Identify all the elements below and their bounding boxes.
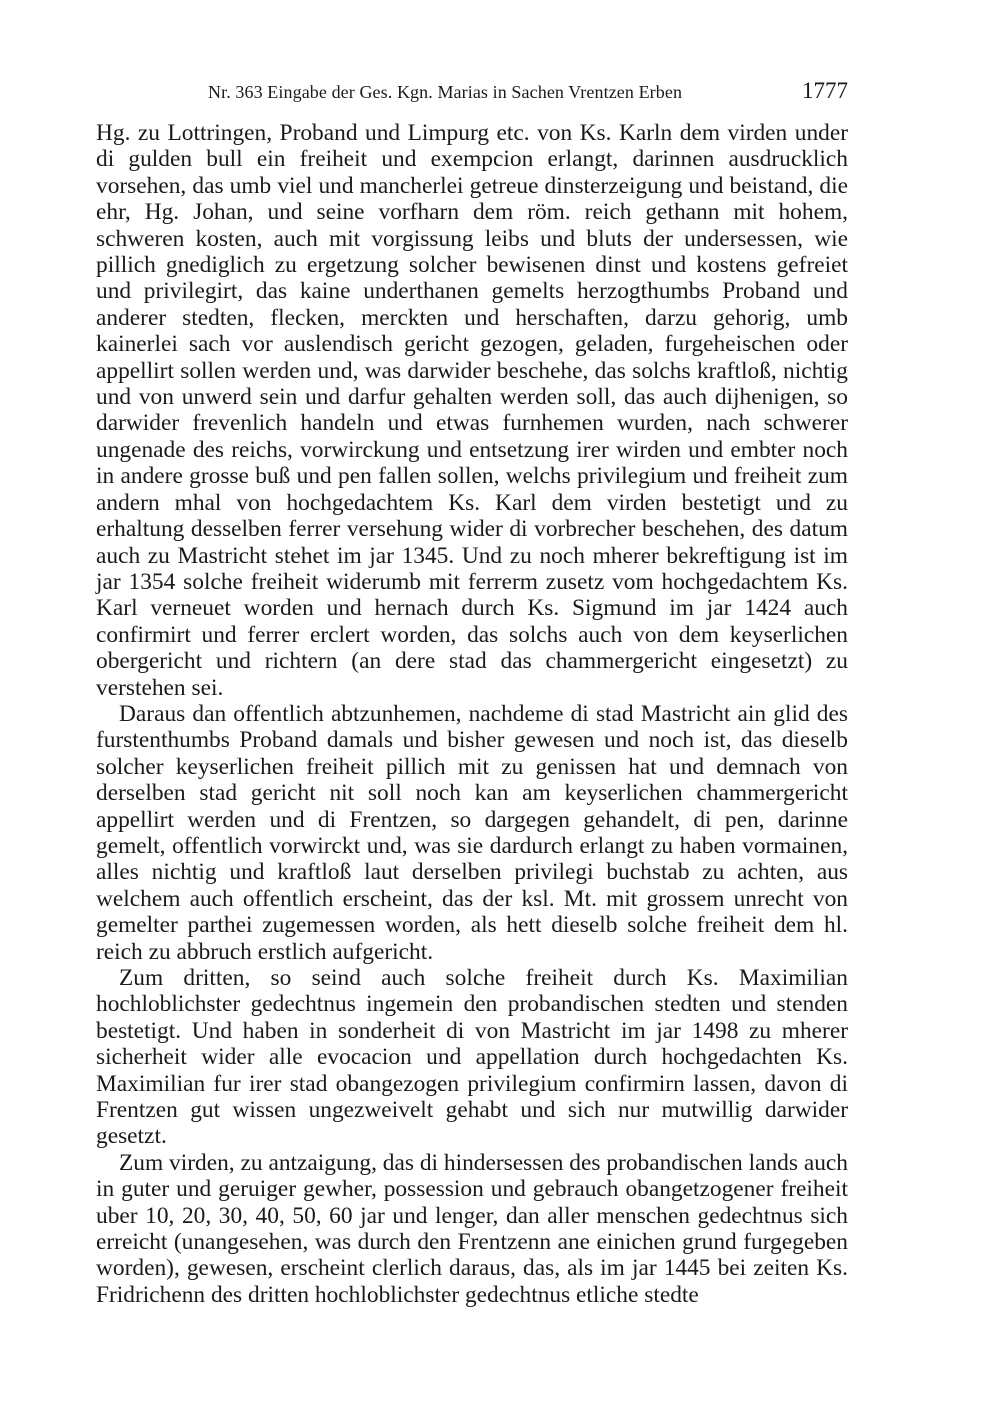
body-text bbox=[96, 120, 848, 1308]
paragraph: Hg. zu Lottringen, Proband und Limpurg etc. von Ks. Karln dem virden under di gulden bull ein freiheit und exempcion erlangt, darinnen ausdrucklich vorsehen, das umb viel und mancherlei getreue dinsterzeigung und beistand, die ehr, Hg. Johan, und seine vorfharn dem röm. reich gethann mit hohem, schweren kosten, auch mit vorgissung leibs und bluts der undersessen, wie pillich gnediglich zu ergetzung solcher bewisenen dinst und kostens gefreiet und privilegirt, das kaine underthanen gemelts herzogthumbs Proband und anderer stedten, flecken, merckten und herschaften, darzu gehorig, umb kainerlei sach vor auslendisch gericht gezogen, geladen, furgeheischen oder appellirt sollen werden und, was darwider beschehe, das solchs kraftloß, nichtig und von unwerd sein und darfur gehalten werden soll, das auch dijhenigen, so darwider frevenlich handeln und etwas furnhemen wurden, nach schwerer ungenade des reichs, vorwirckung und entsetzung irer wirden und embter noch in andere grosse buß und pen fallen sollen, welchs privilegium und freiheit zum andern mhal von hochgedachtem Ks. Karl dem virden bestetigt und zu erhaltung desselben ferrer versehung wider di vorbrecher beschehen, des datum auch zu Mastricht stehet im jar 1345. Und zu noch mherer bekreftigung ist im jar 1354 solche freiheit widerumb mit ferrerm zusetz vom hochgedachtem Ks. Karl verneuet worden und hernach durch Ks. Sigmund im jar 1424 auch confirmirt und ferrer erclert worden, das solchs auch von dem keyserlichen obergericht und richtern (an dere stad das chammergericht eingesetzt) zu verstehen sei. bbox=[96, 120, 848, 701]
running-title: Nr. 363 Eingabe der Ges. Kgn. Marias in Sachen Vrentzen Erben bbox=[208, 82, 683, 102]
running-head bbox=[96, 80, 848, 108]
paragraph: Zum virden, zu antzaigung, das di hindersessen des probandischen lands auch in guter und geruiger gewher, possession und gebrauch obangetzogener freiheit uber 10, 20, 30, 40, 50, 60 jar und lenger, dan aller menschen gedechtnus sich erreicht (unangesehen, was durch den Frentzenn ane einichen grund furgegeben worden), gewesen, erscheint clerlich daraus, das, als im jar 1445 bei zeiten Ks. Fridrichenn des dritten hochloblichster gedechtnus etliche stedte bbox=[96, 1149, 848, 1308]
page-number: 1777 bbox=[802, 78, 848, 103]
paragraph: Daraus dan offentlich abtzunhemen, nachdeme di stad Mastricht ain glid des furstenthumbs Proband damals und bisher gewesen und noch ist, das dieselb solcher keyserlichen freiheit pillich mit zu genissen hat und demnach von derselben stad gericht nit soll noch kan am keyserlichen chammergericht appellirt werden und di Frentzen, so dargegen gehandelt, di pen, darinne gemelt, offentlich vorwirckt und, was sie dardurch erlangt zu haben vormainen, alles nichtig und kraftloß laut derselben privilegi buchstab zu achten, aus welchem auch offentlich erscheint, das der ksl. Mt. mit grossem unrecht von gemelter parthei zugemessen worden, als hett dieselb solche freiheit dem hl. reich zu abbruch erstlich aufgericht. bbox=[96, 700, 848, 965]
paragraph: Zum dritten, so seind auch solche freiheit durch Ks. Maximilian hochloblichster gedechtnus ingemein den probandischen stedten und stenden bestetigt. Und haben in sonderheit di von Mastricht im jar 1498 zu mherer sicherheit wider alle evocacion und appellation durch hochgedachten Ks. Maximilian fur irer stad obangezogen privilegium confirmirn lassen, davon di Frentzen gut wissen ungezweivelt gehabt und sich nur mutwillig darwider gesetzt. bbox=[96, 965, 848, 1150]
